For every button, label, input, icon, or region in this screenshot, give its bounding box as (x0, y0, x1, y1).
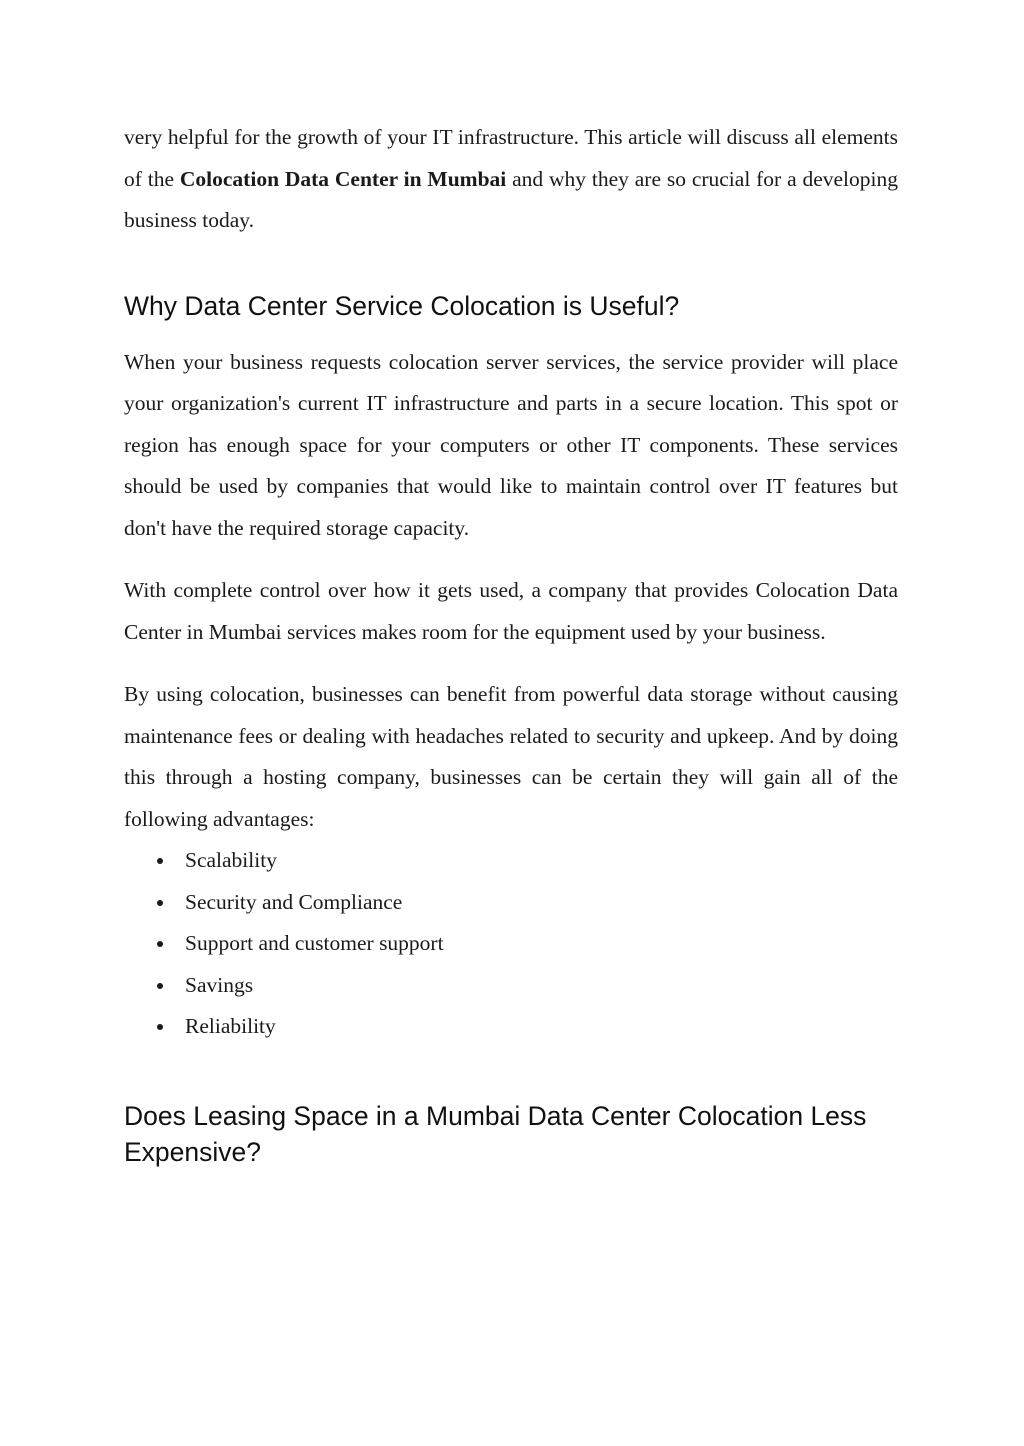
list-item (124, 965, 898, 1007)
list-item (124, 882, 898, 924)
bullet-icon (157, 983, 163, 989)
intro-bold-keyword: Colocation Data Center in Mumbai (179, 166, 507, 191)
list-item-label: Support and customer support (185, 931, 444, 955)
section-heading-why-colocation: Why Data Center Service Colocation is Useful? (124, 290, 680, 321)
bullet-icon (157, 900, 163, 906)
bullet-icon (157, 941, 163, 947)
list-item (124, 840, 898, 882)
paragraph-colocation-services: When your business requests colocation server services, the service provider will place your organization's current IT infrastructure and parts in a secure location. This spot or region has enough space for your computers or other IT components. These services should be used by companies that would like to maintain control over IT features but don't have the required storage capacity. (124, 349, 898, 540)
advantages-list (124, 840, 898, 1048)
paragraph-benefits: By using colocation, businesses can benefit from powerful data storage without causing maintenance fees or dealing with headaches related to security and upkeep. And by doing this through a hosting company, businesses can be certain they will gain all of the following advantages: (124, 682, 898, 831)
intro-text-start: very helpful for the growth of your IT infrastructure. This article will discuss all elements of the (124, 125, 898, 191)
paragraph-complete-control: With complete control over how it gets used, a company that provides Colocation Data Center in Mumbai services makes room for the equipment used by your business. (124, 578, 898, 644)
section-heading-leasing-cost: Does Leasing Space in a Mumbai Data Center Colocation Less Expensive? (124, 1100, 867, 1167)
intro-text-end: and why they are so crucial for a developing business today. (124, 166, 898, 232)
list-item (124, 923, 898, 965)
list-item (124, 1006, 898, 1048)
list-item-label: Scalability (185, 848, 277, 872)
document-page (124, 117, 898, 1170)
bullet-icon (157, 1024, 163, 1030)
list-item-label: Reliability (185, 1014, 276, 1038)
bullet-icon (157, 858, 163, 864)
list-item-label: Savings (185, 972, 254, 997)
intro-paragraph (124, 117, 898, 242)
list-item-label: Security and Compliance (185, 889, 403, 914)
